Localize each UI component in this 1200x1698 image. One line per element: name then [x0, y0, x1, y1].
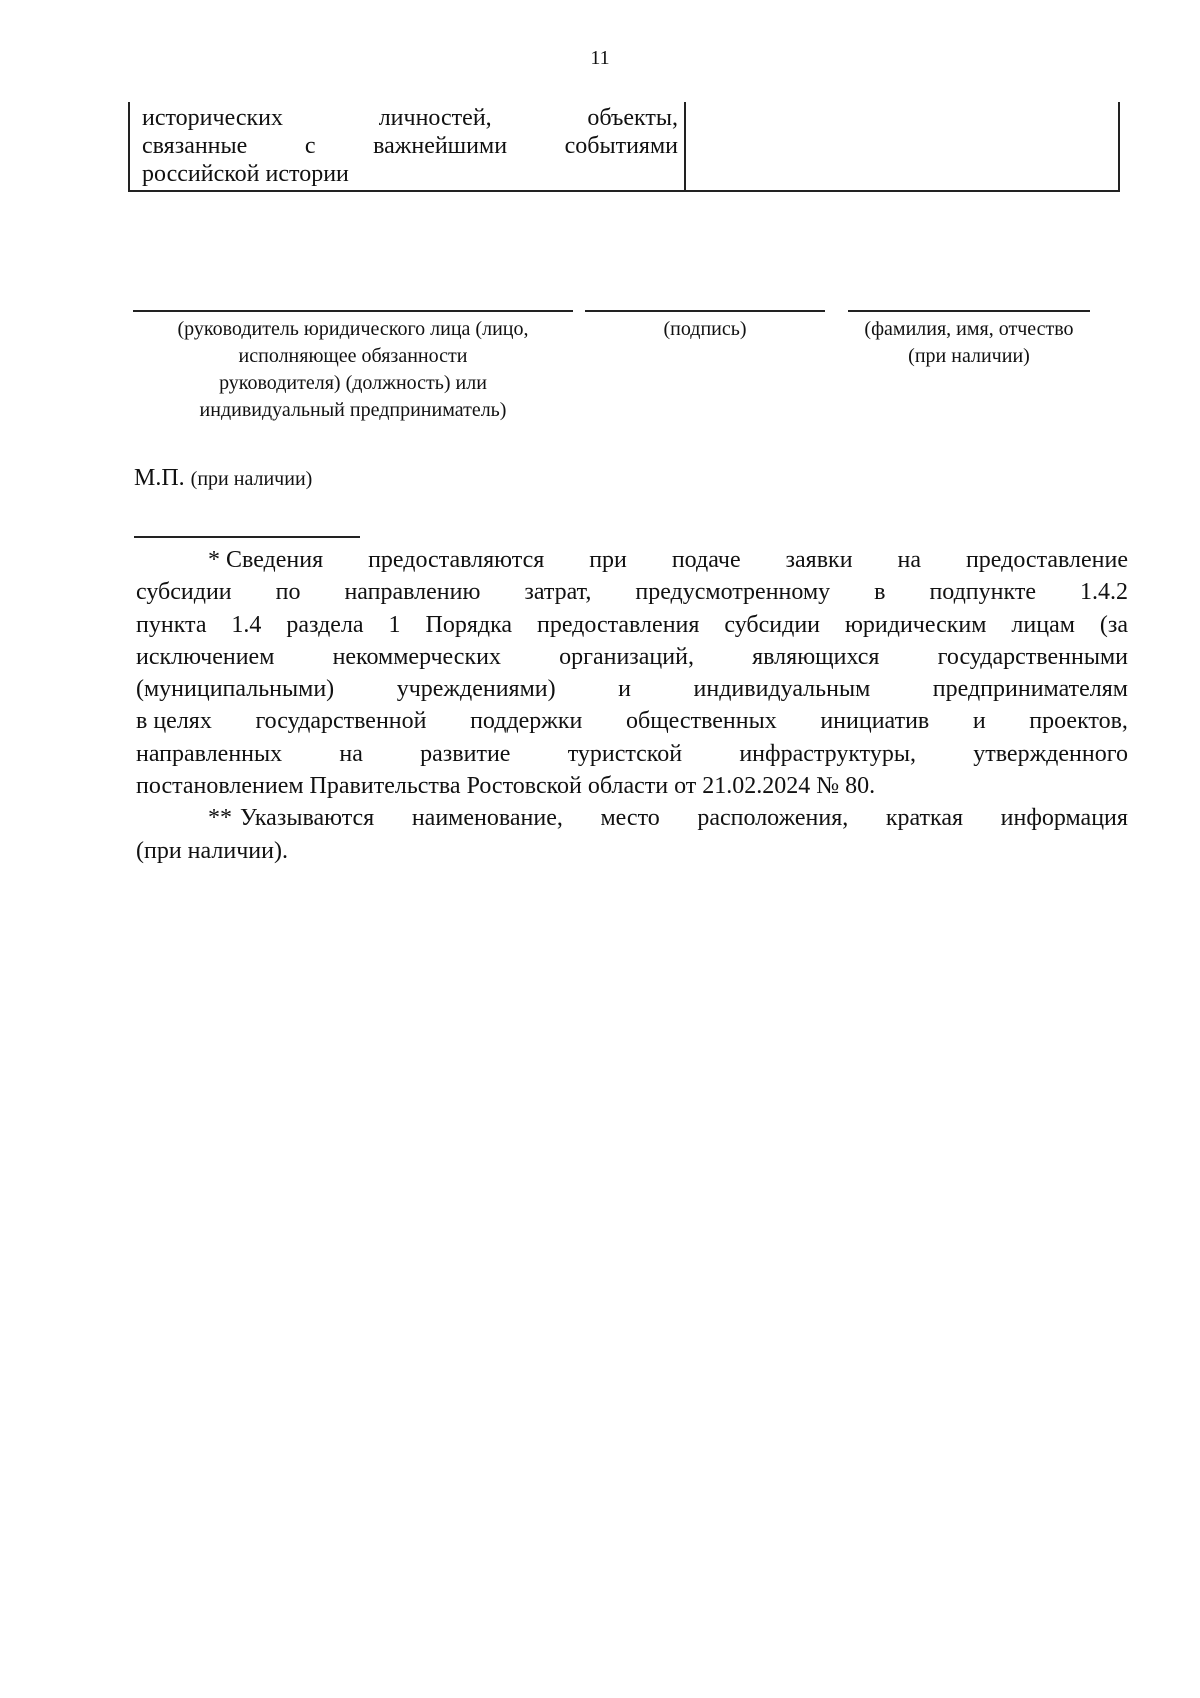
word: утвержденного: [973, 740, 1128, 767]
word: событиями: [564, 133, 678, 159]
word: 1.4.2: [1079, 579, 1128, 606]
word: по: [275, 579, 301, 606]
footnote-1: [136, 544, 1128, 802]
word: исключением: [136, 643, 275, 670]
footnote-line: [136, 544, 1128, 576]
word: связанные: [142, 133, 248, 159]
word: направлению: [344, 579, 481, 606]
footnote-line: [136, 705, 1128, 737]
caption-line: (при наличии): [908, 345, 1030, 367]
word: юридическим: [844, 611, 987, 638]
name-caption: [838, 316, 1100, 370]
word: инфраструктуры,: [739, 740, 916, 767]
footnote-line: постановлением Правительства Ростовской области от 21.02.2024 № 80.: [136, 773, 876, 800]
stamp-note: (при наличии): [190, 468, 313, 490]
footnote-line: [136, 738, 1128, 770]
footnote-1-word: [208, 544, 323, 576]
footnote-line: [136, 609, 1128, 641]
word: туристской: [567, 740, 683, 767]
word: Указываются: [240, 805, 375, 832]
footnote-line: (при наличии).: [136, 837, 288, 864]
word: при: [589, 547, 627, 573]
word: инициатив: [820, 708, 930, 735]
word: Порядка: [425, 611, 513, 638]
table-cell-line: [142, 132, 678, 160]
word: на: [339, 740, 363, 767]
position-caption: [133, 316, 573, 424]
footnote-line: [136, 802, 1128, 834]
word: с: [304, 133, 316, 159]
word: предусмотренному: [635, 579, 831, 606]
word: место: [600, 805, 660, 832]
footnote-line: [136, 641, 1128, 673]
word: наименование,: [411, 805, 563, 832]
stamp-label: М.П.: [134, 465, 185, 491]
table-cell-line: [142, 160, 678, 188]
word: раздела: [286, 611, 364, 638]
word: затрат,: [524, 579, 592, 606]
word: 1: [388, 611, 401, 638]
footnote-marker: **: [208, 805, 232, 832]
word: (за: [1099, 611, 1128, 638]
word: личностей,: [378, 105, 492, 131]
word: поддержки: [470, 708, 583, 735]
word: направленных: [136, 740, 283, 767]
footnotes: [136, 544, 1128, 867]
name-signature-line: [848, 310, 1090, 312]
word: индивидуальным: [693, 676, 871, 703]
word: подаче: [671, 547, 741, 573]
footnote-2-word: [208, 802, 374, 834]
word: и: [972, 708, 986, 735]
footnote-line: [136, 576, 1128, 608]
word: в: [874, 579, 886, 606]
word: предоставления: [536, 611, 700, 638]
word: общественных: [625, 708, 777, 735]
word: государственными: [937, 643, 1128, 670]
table-fragment: [128, 102, 1120, 192]
word: заявки: [785, 547, 853, 573]
caption-line: исполняющее обязанности: [238, 345, 468, 367]
word: государственной: [255, 708, 427, 735]
footnote-2: [136, 802, 1128, 867]
footnote-separator: [134, 536, 360, 538]
word: краткая: [885, 805, 964, 832]
caption-line: (фамилия, имя, отчество: [864, 318, 1074, 340]
word: субсидии: [136, 579, 232, 606]
word: предоставляются: [368, 547, 545, 573]
word: субсидии: [724, 611, 820, 638]
word: лицам: [1011, 611, 1075, 638]
signature-line: [585, 310, 825, 312]
word: информация: [1000, 805, 1128, 832]
caption-line: (подпись): [663, 318, 747, 340]
word: являющихся: [752, 643, 880, 670]
word: и: [618, 676, 631, 703]
word: некоммерческих: [332, 643, 501, 670]
caption-line: руководителя) (должность) или: [219, 372, 487, 394]
word: в целях: [136, 708, 212, 735]
stamp-placeholder: [134, 463, 312, 494]
word: предпринимателям: [932, 676, 1128, 703]
word: на: [897, 547, 921, 573]
word: исторических: [142, 105, 283, 131]
position-signature-line: [133, 310, 573, 312]
word: Сведения: [226, 547, 324, 573]
table-column-divider: [684, 102, 686, 190]
word: российской истории: [142, 161, 349, 187]
footnote-marker: *: [208, 547, 220, 573]
table-cell-objects: [142, 104, 678, 188]
word: предоставление: [965, 547, 1128, 573]
signature-caption: [585, 316, 825, 343]
word: расположения,: [697, 805, 849, 832]
word: подпункте: [929, 579, 1036, 606]
word: развитие: [420, 740, 511, 767]
word: важнейшими: [373, 133, 508, 159]
word: проектов,: [1029, 708, 1128, 735]
word: пункта: [136, 611, 207, 638]
footnote-line: [136, 673, 1128, 705]
caption-line: индивидуальный предприниматель): [199, 399, 507, 421]
word: (муниципальными): [136, 676, 335, 703]
caption-line: (руководитель юридического лица (лицо,: [177, 318, 529, 340]
page-number: 11: [590, 47, 610, 69]
word: 1.4: [231, 611, 262, 638]
word: учреждениями): [396, 676, 556, 703]
table-cell-line: [142, 104, 678, 132]
word: объекты,: [587, 105, 678, 131]
word: организаций,: [559, 643, 694, 670]
